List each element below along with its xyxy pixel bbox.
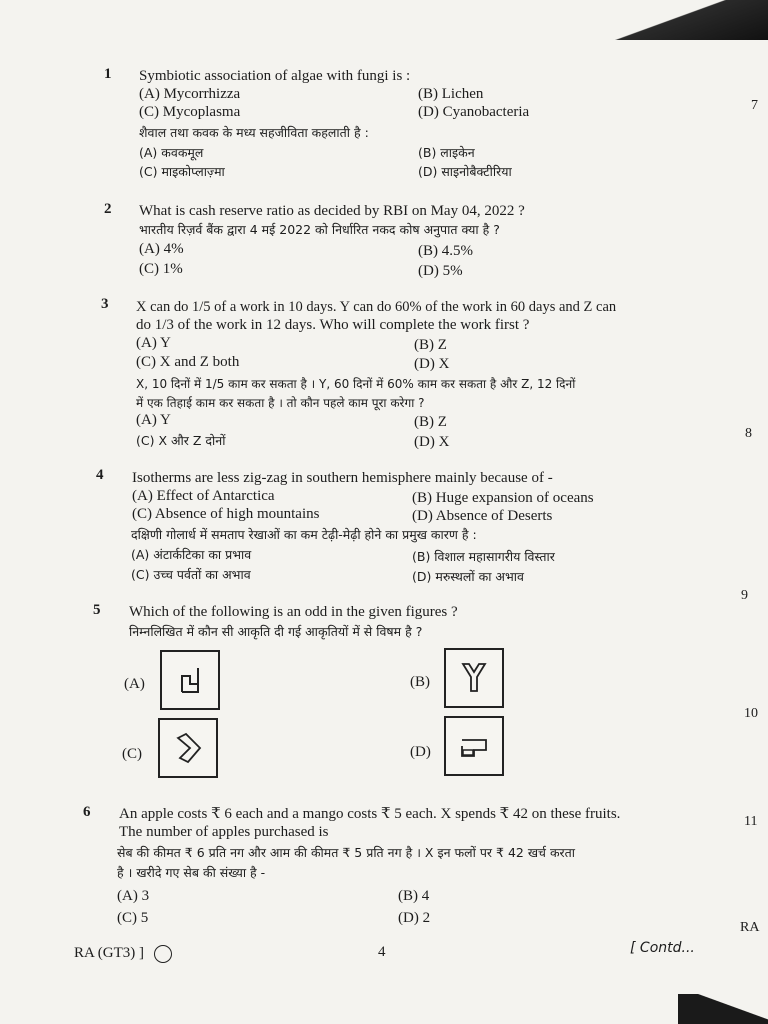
y-shape-icon [446,650,502,706]
figure-c [158,718,218,778]
question-text-line2: do 1/3 of the work in 12 days. Who will complete the work first ? [136,317,530,333]
option-d: (D) X [414,356,450,372]
question-text-hindi: X, 10 दिनों में 1/5 काम कर सकता है । Y, 60 दिनों में 60% काम कर सकता है और Z, 12 दिनों [136,377,576,391]
question-number: 6 [83,804,91,820]
question-number: 5 [93,602,101,618]
figure-b [444,648,504,708]
question-number: 4 [96,467,104,483]
option-a: (A) Effect of Antarctica [132,488,275,504]
option-d: (D) Cyanobacteria [418,104,530,120]
option-c-hindi: (C) उच्च पर्वतों का अभाव [131,567,251,582]
question-text-line2: The number of apples purchased is [119,824,329,840]
margin-number: 8 [745,426,752,441]
option-c: (C) 1% [139,261,183,277]
option-b: (B) Lichen [418,86,484,102]
margin-number: 11 [744,814,758,829]
option-d-hindi: (D) साइनोबैक्टीरिया [418,164,512,179]
question-text: An apple costs ₹ 6 each and a mango costs ₹ 5 each. X spends ₹ 42 on these fruits. [119,806,621,822]
option-a: (A) Mycorrhizza [139,86,241,102]
option-d: (D) Absence of Deserts [412,508,553,524]
question-text-hindi: सेब की कीमत ₹ 6 प्रति नग और आम की कीमत ₹ 5 प्रति नग है । X इन फलों पर ₹ 42 खर्च करता [117,845,576,860]
page-shadow-top [598,0,768,40]
option-b: (B) Z [414,337,447,353]
circle-mark-icon [154,945,172,963]
flag-shape-icon [446,718,502,774]
option-b-hindi: (B) विशाल महासागरीय विस्तार [412,549,555,564]
option-d: (D) [410,744,431,760]
question-text: Which of the following is an odd in the given figures ? [129,604,458,620]
continued-note: [ Contd... [630,940,695,956]
option-a: (A) 3 [117,888,150,904]
option-a: (A) Y [136,335,171,351]
chevron-shape-icon [160,720,216,776]
option-c-hindi: (C) X और Z दोनों [136,433,226,448]
option-a: (A) [124,676,145,692]
option-c: (C) 5 [117,910,149,926]
paper-code: RA (GT3) ] [74,945,144,961]
option-a-hindi: (A) कवकमूल [139,145,204,160]
question-number: 3 [101,296,109,312]
figure-d [444,716,504,776]
question-text-hindi: दक्षिणी गोलार्ध में समताप रेखाओं का कम टेढ़ी-मेढ़ी होने का प्रमुख कारण है : [131,527,477,542]
question-number: 1 [104,66,112,82]
question-text-hindi: शैवाल तथा कवक के मध्य सहजीविता कहलाती है : [139,125,369,140]
option-c: (C) Mycoplasma [139,104,241,120]
question-text-hindi: निम्नलिखित में कौन सी आकृति दी गई आकृतियों में से विषम है ? [129,624,423,639]
option-a-hindi: (A) अंटार्कटिका का प्रभाव [131,547,252,562]
question-text: Symbiotic association of algae with fungi is : [139,68,411,84]
page-number: 4 [378,944,386,960]
question-text: X can do 1/5 of a work in 10 days. Y can do 60% of the work in 60 days and Z can [136,299,617,315]
option-d-hindi: (D) X [414,434,450,450]
question-text-hindi: भारतीय रिज़र्व बैंक द्वारा 4 मई 2022 को निर्धारित नकद कोष अनुपात क्या है ? [139,222,500,237]
option-b: (B) 4.5% [418,243,473,259]
option-d: (D) 5% [418,263,463,279]
question-text: Isotherms are less zig-zag in southern hemisphere mainly because of - [132,470,553,486]
question-number: 2 [104,201,112,217]
margin-number: RA [740,920,760,935]
option-c: (C) X and Z both [136,354,240,370]
option-b: (B) [410,674,430,690]
option-d-hindi: (D) मरुस्थलों का अभाव [412,569,524,584]
stepped-line-icon [162,652,218,708]
option-d: (D) 2 [398,910,431,926]
margin-number: 7 [751,98,758,113]
option-c-hindi: (C) माइकोप्लाज़्मा [139,164,225,179]
page-shadow-bottom [678,994,768,1024]
question-text: What is cash reserve ratio as decided by RBI on May 04, 2022 ? [139,203,525,219]
question-text-hindi-line2: में एक तिहाई काम कर सकता है । तो कौन पहले काम पूरा करेगा ? [136,396,425,410]
margin-number: 9 [741,588,748,603]
margin-number: 10 [744,706,758,721]
option-b: (B) Huge expansion of oceans [412,490,594,506]
option-c: (C) Absence of high mountains [132,506,320,522]
option-a: (A) 4% [139,241,184,257]
option-b-hindi: (B) Z [414,414,447,430]
option-b-hindi: (B) लाइकेन [418,145,475,160]
figure-a [160,650,220,710]
option-c: (C) [122,746,142,762]
option-b: (B) 4 [398,888,430,904]
option-a-hindi: (A) Y [136,412,171,428]
question-text-hindi-line2: है । खरीदे गए सेब की संख्या है - [117,865,266,880]
